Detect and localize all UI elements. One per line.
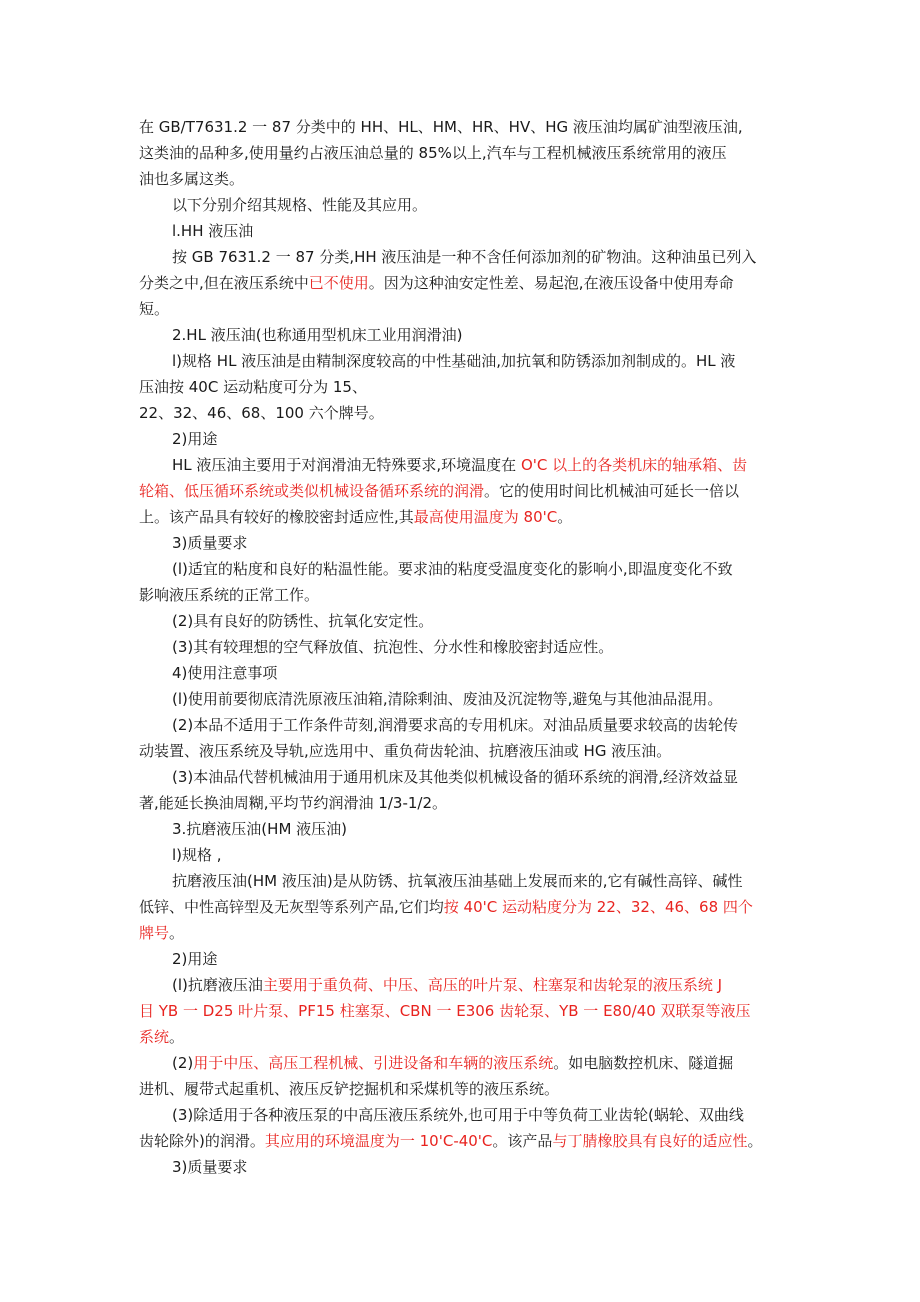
text-segment: 在 GB/T7631.2 一 87 分类中的 HH、HL、HM、HR、HⅤ、HG 液压油均属矿油型液压油, — [139, 118, 743, 136]
text-line — [139, 946, 799, 972]
text-segment: 以下分别介绍其规格、性能及其应用。 — [172, 196, 428, 214]
text-segment: 。该产品 — [492, 1132, 553, 1150]
text-line — [139, 426, 799, 452]
text-line — [139, 894, 799, 920]
text-segment: l.HH 液压油 — [172, 222, 254, 240]
text-segment: 动装置、液压系统及导轨,应选用中、重负荷齿轮油、抗磨液压油或 HG 液压油。 — [139, 742, 672, 760]
text-segment: 著,能延长换油周糊,平均节约润滑油 1/3-1/2。 — [139, 794, 447, 812]
highlighted-text: 已不使用 — [308, 274, 369, 292]
text-segment: 齿轮除外)的润滑。 — [139, 1132, 265, 1150]
text-line — [139, 790, 799, 816]
text-line — [139, 1154, 799, 1180]
text-segment: 。它的使用时间比机械油可延长一倍以 — [484, 482, 740, 500]
text-segment: 3)质量要求 — [172, 534, 248, 552]
text-line — [139, 452, 799, 478]
text-segment: (3)其有较理想的空气释放值、抗泡性、分水性和橡胶密封适应性。 — [172, 638, 614, 656]
text-segment: 2)用途 — [172, 430, 218, 448]
text-segment: 。 — [557, 508, 573, 526]
text-segment: 影响液压系统的正常工作。 — [139, 586, 320, 604]
text-segment: 分类之中,但在液压系统中 — [139, 274, 309, 292]
text-line — [139, 1024, 799, 1050]
text-segment: HL 液压油主要用于对润滑油无特殊要求,环境温度在 — [172, 456, 521, 474]
text-line — [139, 374, 799, 400]
text-line — [139, 764, 799, 790]
text-line — [139, 192, 799, 218]
text-segment: 2.HL 液压油(也称通用型机床工业用润滑油) — [172, 326, 463, 344]
text-segment: 压油按 40C 运动粘度可分为 15、 — [139, 378, 367, 396]
text-segment: 。如电脑数控机床、隧道掘 — [553, 1054, 734, 1072]
text-line — [139, 1128, 799, 1154]
text-segment: l)规格 , — [172, 846, 222, 864]
text-line — [139, 270, 799, 296]
document-body — [139, 114, 799, 1180]
text-segment: 3)质量要求 — [172, 1158, 248, 1176]
highlighted-text: 目 YB 一 D25 叶片泵、PF15 柱塞泵、CBN 一 E306 齿轮泵、YB 一 E80/40 双联泵等液压 — [139, 1002, 751, 1020]
text-line — [139, 1076, 799, 1102]
text-line — [139, 738, 799, 764]
text-segment: 。 — [747, 1132, 763, 1150]
highlighted-text: 系统 — [139, 1028, 170, 1046]
text-segment: (l)抗磨液压油 — [172, 976, 263, 994]
text-segment: 抗磨液压油(HM 液压油)是从防锈、抗氧液压油基础上发展而来的,它有碱性高锌、碱性 — [172, 872, 743, 890]
text-segment: 。因为这种油安定性差、易起泡,在液压设备中使用寿命 — [368, 274, 734, 292]
text-line — [139, 530, 799, 556]
text-line — [139, 166, 799, 192]
text-segment: 按 GB 7631.2 一 87 分类,HH 液压油是一种不含任何添加剂的矿物油。这种油虽已列入 — [172, 248, 757, 266]
highlighted-text: 用于中压、高压工程机械、引进设备和车辆的液压系统 — [193, 1054, 554, 1072]
text-line — [139, 218, 799, 244]
text-line — [139, 348, 799, 374]
text-line — [139, 478, 799, 504]
text-line — [139, 660, 799, 686]
text-line — [139, 842, 799, 868]
text-segment: 油也多属这类。 — [139, 170, 245, 188]
text-segment: 上。该产品具有较好的橡胶密封适应性,其 — [139, 508, 414, 526]
text-line — [139, 1050, 799, 1076]
text-segment: (l)使用前要彻底清洗原液压油箱,清除剩油、废油及沉淀物等,避兔与其他油品混用。 — [172, 690, 723, 708]
text-line — [139, 998, 799, 1024]
text-segment: (2) — [172, 1054, 194, 1072]
text-line — [139, 140, 799, 166]
text-line — [139, 608, 799, 634]
text-line — [139, 920, 799, 946]
text-segment: 2)用途 — [172, 950, 218, 968]
text-segment: (2)本品不适用于工作条件苛刻,润滑要求高的专用机床。对油品质量要求较高的齿轮传 — [172, 716, 739, 734]
text-segment: 。 — [169, 924, 185, 942]
text-line — [139, 972, 799, 998]
text-line — [139, 114, 799, 140]
highlighted-text: 其应用的环境温度为一 10'C-40'C — [264, 1132, 493, 1150]
text-segment: (l)适宜的粘度和良好的粘温性能。要求油的粘度受温度变化的影响小,即温度变化不致 — [172, 560, 733, 578]
text-segment: 进机、履带式起重机、液压反铲挖掘机和采煤机等的液压系统。 — [139, 1080, 560, 1098]
highlighted-text: 主要用于重负荷、中压、高压的叶片泵、柱塞泵和齿轮泵的液压系统 J — [262, 976, 723, 994]
highlighted-text: O'C 以上的各类机床的轴承箱、齿 — [520, 456, 748, 474]
text-line — [139, 556, 799, 582]
text-segment: 。 — [169, 1028, 185, 1046]
text-segment: 低锌、中性高锌型及无灰型等系列产品,它们均 — [139, 898, 444, 916]
text-segment: (3)本油品代替机械油用于通用机床及其他类似机械设备的循环系统的润滑,经济效益显 — [172, 768, 739, 786]
highlighted-text: 与丁腈橡胶具有良好的适应性 — [552, 1132, 748, 1150]
highlighted-text: 按 40'C 运动粘度分为 22、32、46、68 四个 — [443, 898, 753, 916]
text-line — [139, 1102, 799, 1128]
text-line — [139, 686, 799, 712]
text-segment: 22、32、46、68、100 六个牌号。 — [139, 404, 384, 422]
highlighted-text: 轮箱、低压循环系统或类似机械设备循环系统的润滑 — [139, 482, 485, 500]
text-line — [139, 244, 799, 270]
text-line — [139, 712, 799, 738]
text-line — [139, 634, 799, 660]
text-line — [139, 400, 799, 426]
text-segment: (2)具有良好的防锈性、抗氧化安定性。 — [172, 612, 434, 630]
text-line — [139, 868, 799, 894]
text-line — [139, 296, 799, 322]
text-segment: l)规格 HL 液压油是由精制深度较高的中性基础油,加抗氧和防锈添加剂制成的。HL 液 — [172, 352, 736, 370]
text-segment: 这类油的品种多,使用量约占液压油总量的 85%以上,汽车与工程机械液压系统常用的液压 — [139, 144, 727, 162]
text-segment: 4)使用注意事项 — [172, 664, 278, 682]
highlighted-text: 牌号 — [139, 924, 170, 942]
text-line — [139, 504, 799, 530]
text-segment: 3.抗磨液压油(HM 液压油) — [172, 820, 348, 838]
text-line — [139, 816, 799, 842]
text-line — [139, 582, 799, 608]
text-segment: 短。 — [139, 300, 170, 318]
text-segment: (3)除适用于各种液压泵的中高压液压系统外,也可用于中等负荷工业齿轮(蜗轮、双曲线 — [172, 1106, 744, 1124]
text-line — [139, 322, 799, 348]
highlighted-text: 最高使用温度为 80'C — [413, 508, 558, 526]
